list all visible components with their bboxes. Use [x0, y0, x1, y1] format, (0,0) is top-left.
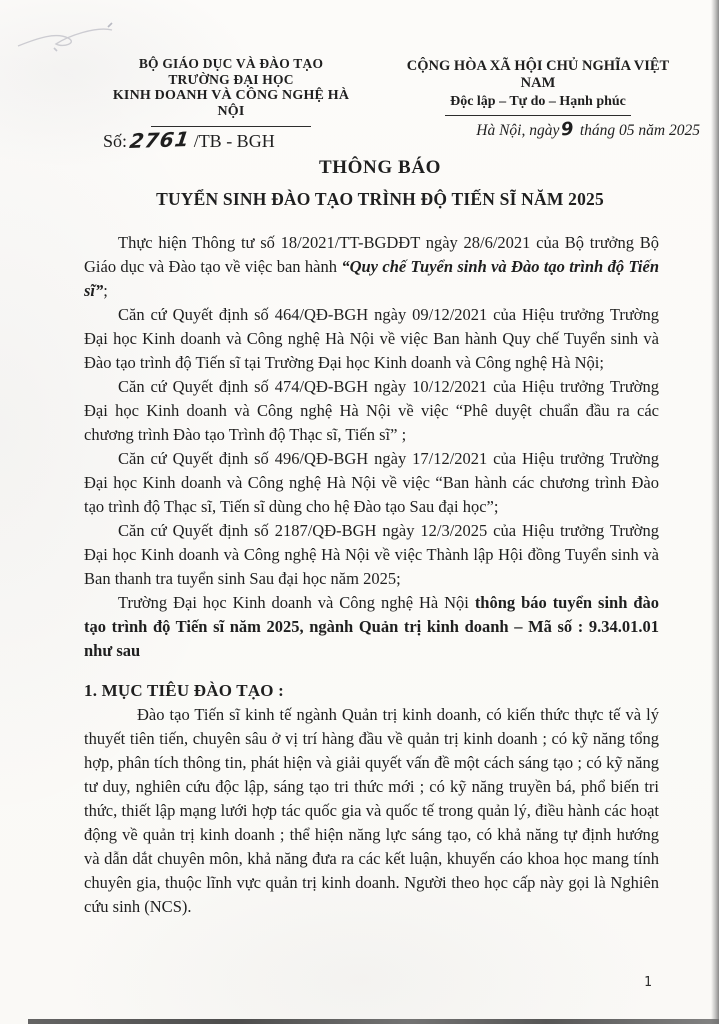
- announcement-paragraph: Trường Đại học Kinh doanh và Công nghệ Hà Nội thông báo tuyển sinh đào tạo trình độ Tiến sĩ năm 2025, ngành Quản trị kinh doanh – Mã số : 9.34.01.01 như sau: [84, 593, 660, 660]
- national-motto: Độc lập – Tự do – Hạnh phúc: [450, 94, 626, 109]
- university-name-line1: TRƯỜNG ĐẠI HỌC: [168, 72, 294, 87]
- scan-edge-right: [711, 0, 719, 1024]
- preamble-paragraph-3: Căn cứ Quyết định số 474/QĐ-BGH ngày 10/12/2021 của Hiệu trưởng Trường Đại học Kinh doanh và Công nghệ Hà Nội về việc “Phê duyệt chuẩn đầu ra các chương trình Đào tạo Trình độ Thạc sĩ, Tiến sĩ” ;: [84, 377, 659, 444]
- preamble-paragraph-4: Căn cứ Quyết định số 496/QĐ-BGH ngày 17/12/2021 của Hiệu trưởng Trường Đại học Kinh doanh và Công nghệ Hà Nội về việc “Ban hành các chương trình Đào tạo trình độ Thạc sĩ, Tiến sĩ dùng cho hệ Đào tạo Sau đại học”;: [84, 449, 659, 516]
- country-name: CỘNG HÒA XÃ HỘI CHỦ NGHĨA VIỆT NAM: [406, 58, 670, 91]
- preamble-paragraph-1: Thực hiện Thông tư số 18/2021/TT-BGDĐT ngày 28/6/2021 của Bộ trưởng Bộ Giáo dục và Đào tạo về việc ban hành “Quy chế Tuyển sinh và Đào tạo trình độ Tiến sĩ”;: [84, 233, 659, 300]
- document-subtitle: TUYỂN SINH ĐÀO TẠO TRÌNH ĐỘ TIẾN SĨ NĂM 2025: [156, 189, 604, 209]
- document-number-line: [103, 128, 275, 152]
- doc-number-prefix: Số:: [103, 131, 128, 151]
- ministry-name: BỘ GIÁO DỤC VÀ ĐÀO TẠO: [138, 56, 324, 71]
- national-motto-block: [402, 58, 674, 116]
- document-title-block: [60, 157, 700, 210]
- doc-number-handwritten: 2761: [128, 126, 192, 154]
- university-name-line2: KINH DOANH VÀ CÔNG NGHỆ HÀ NỘI: [112, 88, 350, 119]
- preamble-paragraph-5: Căn cứ Quyết định số 2187/QĐ-BGH ngày 12/3/2025 của Hiệu trưởng Trường Đại học Kinh doanh và Công nghệ Hà Nội về việc Thành lập Hội đồng Tuyển sinh và Ban thanh tra tuyển sinh Sau đại học năm 2025;: [84, 521, 659, 588]
- page-number: 1: [644, 975, 652, 990]
- right-header-rule: [445, 115, 631, 116]
- date-prefix: Hà Nội, ngày: [476, 122, 560, 139]
- document-title: THÔNG BÁO: [318, 157, 442, 178]
- doc-number-suffix: /TB - BGH: [193, 131, 275, 151]
- date-day-handwritten: 9: [560, 118, 575, 141]
- section-1-heading: 1. MỤC TIÊU ĐÀO TẠO :: [84, 681, 285, 700]
- issuing-authority-block: [100, 56, 362, 127]
- section-1-paragraph: Đào tạo Tiến sĩ kinh tế ngành Quản trị kinh doanh, có kiến thức thực tế và lý thuyết tiên tiến, chuyên sâu ở vị trí hàng đầu về quản trị kinh doanh ; có kỹ năng tổng hợp, phân tích thông tin, phát hiện và giải quyết vấn đề một cách sáng tạo ; có kỹ năng tư duy, nghiên cứu độc lập, sáng tạo tri thức mới ; có kỹ năng truyền bá, phổ biến tri thức, thiết lập mạng lưới hợp tác quốc gia và quốc tế trong quản lý, điều hành các hoạt động về quản trị kinh doanh ; thể hiện năng lực sáng tạo, có khả năng tự định hướng và dẫn dắt chuyên môn, khả năng đưa ra các kết luận, khuyến cáo khoa học mang tính chuyên gia, thuộc lĩnh vực quản trị kinh doanh. Người theo học cấp này gọi là Nghiên cứu sinh (NCS).: [84, 705, 659, 916]
- scan-edge-bottom: [28, 1019, 719, 1024]
- date-line: [420, 119, 700, 140]
- preamble-paragraph-2: Căn cứ Quyết định số 464/QĐ-BGH ngày 09/12/2021 của Hiệu trưởng Trường Đại học Kinh doanh và Công nghệ Hà Nội về việc Ban hành Quy chế Tuyển sinh và Đào tạo trình độ Tiến sĩ tại Trường Đại học Kinh doanh và Công nghệ Hà Nội;: [84, 305, 659, 372]
- date-suffix: tháng 05 năm 2025: [579, 122, 700, 139]
- document-body: [84, 231, 659, 919]
